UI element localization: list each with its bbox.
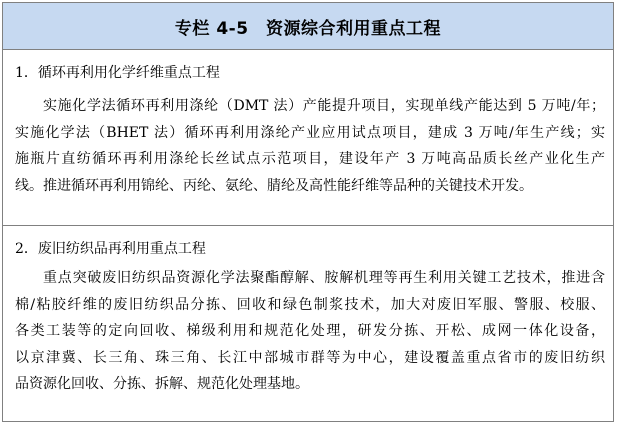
body-line: 施瓶片直纺循环再利用涤纶长丝试点示范项目，建设年产 3 万吨高品质长丝产业化生产 — [15, 151, 605, 167]
body-line: 各类工装等的定向回收、梯级利用和规范化处理，研发分拣、开松、成网一体化设备， — [15, 323, 605, 339]
body-line: 品资源化回收、分拣、拆解、规范化处理基地。 — [15, 376, 309, 392]
section-title: 2．废旧纺织品再利用重点工程 — [15, 241, 206, 257]
section-body — [15, 93, 605, 199]
box-header — [3, 3, 613, 50]
body-line: 以京津冀、长三角、珠三角、长江中部城市群等为中心，建设覆盖重点省市的废旧纺织 — [15, 349, 605, 366]
section-waste-textile-reuse — [3, 226, 613, 422]
section-title: 1．循环再利用化学纤维重点工程 — [15, 65, 220, 81]
body-line: 重点突破废旧纺织品资源化学法聚酯醇解、胺解机理等再生利用关键工艺技术，推进含 — [43, 270, 605, 286]
sidebar-box — [2, 2, 614, 422]
section-recycled-chemical-fiber — [3, 50, 613, 226]
body-line: 实施化学法（BHET 法）循环再利用涤纶产业应用试点项目，建成 3 万吨/年生产线；实 — [15, 124, 605, 141]
body-line: 实施化学法循环再利用涤纶（DMT 法）产能提升项目，实现单线产能达到 5 万吨/年； — [43, 98, 605, 114]
body-line: 线。推进循环再利用锦纶、丙纶、氨纶、腈纶及高性能纤维等品种的关键技术开发。 — [15, 177, 533, 194]
box-title: 专栏 4-5 资源综合利用重点工程 — [174, 18, 442, 39]
section-body — [15, 265, 605, 398]
body-line: 棉/粘胶纤维的废旧纺织品分拣、回收和绿色制浆技术，加大对废旧军服、警服、校服、 — [15, 296, 605, 313]
